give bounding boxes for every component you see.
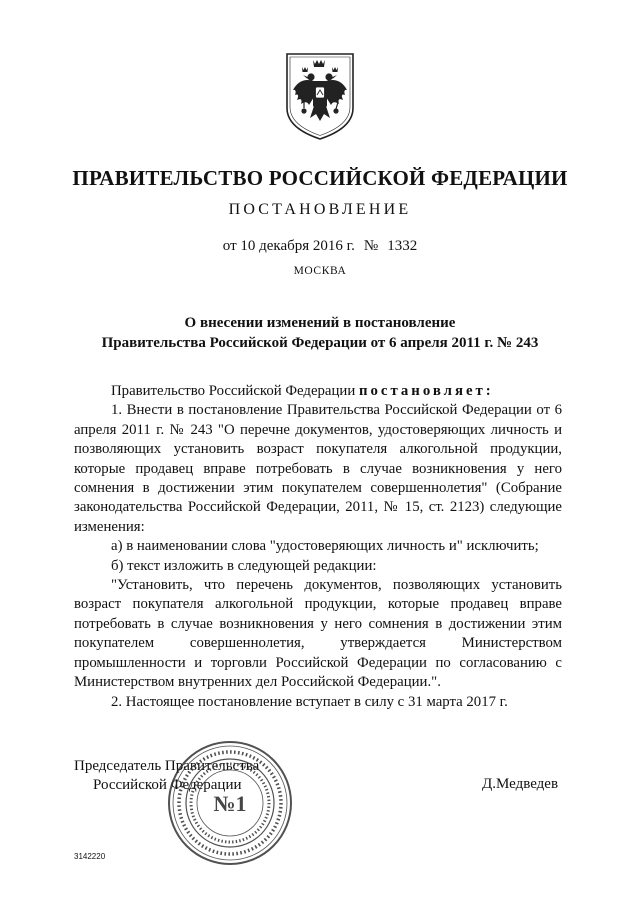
body-paragraph: 1. Внести в постановление Правительства Российской Федерации от 6 апреля 2011 г. № 243 "О перечне документов, удостоверяющих личность и позволяющих установить возраст покупателя алкогольной продукции, которые продавец вправе потребовать в случае возникновения у него сомнения в достижении этим покупателем совершеннолетия" (Собрание законодательства Российской Федерации, 2011, № 15, ст. 2123) следующие изменения: <box>74 402 562 535</box>
decree-number: 1332 <box>387 238 418 254</box>
number-sign: № <box>363 238 379 254</box>
signature-title-line-1: Председатель Правительства <box>74 758 260 774</box>
official-stamp <box>166 739 294 867</box>
intro-text: Правительство Российской Федерации <box>111 383 356 399</box>
stamp-number: №1 <box>213 791 247 816</box>
document-type: ПОСТАНОВЛЕНИЕ <box>228 201 412 218</box>
signatory-name: Д.Медведев <box>482 776 559 792</box>
body-intro <box>74 382 562 401</box>
intro-decree-word: постановляет: <box>358 383 494 399</box>
decree-subject <box>0 313 640 353</box>
date-and-number <box>0 238 640 255</box>
signature-title-line-2: Российской Федерации <box>93 777 242 793</box>
round-seal-stamp-icon <box>166 739 294 867</box>
decree-date: от 10 декабря 2016 г. <box>222 238 355 254</box>
russian-coat-of-arms-icon <box>283 50 357 142</box>
body-paragraph: а) в наименовании слова "удостоверяющих личность и" исключить; <box>111 538 539 555</box>
decree-body <box>74 382 562 712</box>
coat-of-arms-emblem <box>283 50 357 142</box>
subject-line-2: Правительства Российской Федерации от 6 апреля 2011 г. № 243 <box>101 335 539 351</box>
document-code: 3142220 <box>74 852 106 861</box>
body-paragraph: б) текст изложить в следующей редакции: <box>111 557 377 574</box>
body-paragraph: "Установить, что перечень документов, позволяющих установить возраст покупателя алкогольной продукции, которые продавец вправе потребовать в случае возникновения у него сомнения в достижении этим покупателем совершеннолетия, утверждается Министерством промышленности и торговли Российской Федерации по согласованию с Министерством внутренних дел Российской Федерации.". <box>74 577 562 691</box>
subject-line-1: О внесении изменений в постановление <box>184 315 456 331</box>
city-name: МОСКВА <box>293 265 347 277</box>
government-title: ПРАВИТЕЛЬСТВО РОССИЙСКОЙ ФЕДЕРАЦИИ <box>72 166 568 190</box>
body-paragraph: 2. Настоящее постановление вступает в силу с 31 марта 2017 г. <box>111 693 508 710</box>
